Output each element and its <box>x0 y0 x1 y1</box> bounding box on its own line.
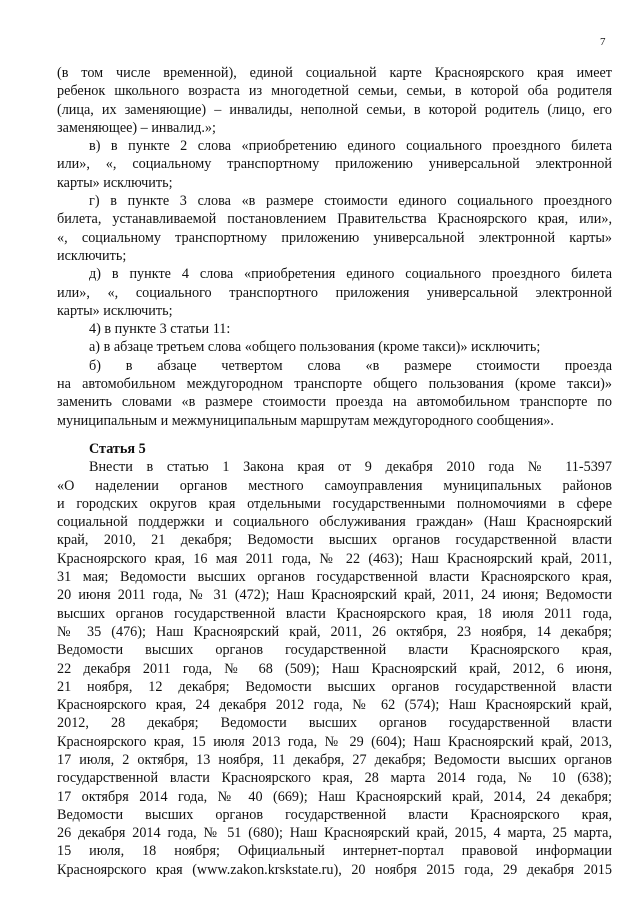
text-line: 17 июля, 2 октября, 13 ноября, 11 декабря, 27 декабря; Ведомости высших органов <box>57 751 612 768</box>
text-line: б) в абзаце четвертом слова «в размере стоимости проезда <box>89 357 612 374</box>
text-line: 17 октября 2014 года, № 40 (669); Наш Красноярский край, 2014, 24 декабря; <box>57 788 612 805</box>
text-line: Ведомости высших органов государственной власти Красноярского края, <box>57 642 612 659</box>
text-line: «О наделении органов местного самоуправления муниципальных районов <box>57 477 612 494</box>
text-line: 22 декабря 2011 года, № 68 (509); Наш Красноярский край, 2012, 6 июня, <box>57 660 612 677</box>
text-line: карты» исключить; <box>57 302 173 319</box>
text-line: заменить словами «в размере стоимости проезда на автомобильном транспорте по <box>57 394 612 411</box>
text-line: № 35 (476); Наш Красноярский край, 2011, 26 октября, 23 ноября, 14 декабря; <box>57 623 612 640</box>
text-line: на автомобильном междугородном транспорте общего пользования (кроме такси)» <box>57 376 612 393</box>
text-line: Красноярского края, 16 мая 2011 года, № 22 (463); Наш Красноярский край, 2011, <box>57 550 612 567</box>
text-line: билета, устанавливаемой постановлением Правительства Красноярского края, или», <box>57 211 612 228</box>
text-line: 20 июня 2011 года, № 31 (472); Наш Красноярский край, 2011, 24 июня; Ведомости <box>57 587 612 604</box>
text-line: 26 декабря 2014 года, № 51 (680); Наш Красноярский край, 2015, 4 марта, 25 марта, <box>57 825 612 842</box>
text-line: Внести в статью 1 Закона края от 9 декабря 2010 года № 11-5397 <box>89 459 612 476</box>
text-line: Красноярского края (www.zakon.krskstate.ru), 20 ноября 2015 года, 29 декабря 2015 <box>57 861 612 878</box>
text-line: социальной поддержки и социального обслуживания граждан» (Наш Красноярский <box>57 514 612 531</box>
text-line: 4) в пункте 3 статьи 11: <box>89 321 231 338</box>
text-line: (в том числе временной), единой социальной карте Красноярского края имеет <box>57 65 612 81</box>
text-line: государственной власти Красноярского края, 28 марта 2014 года, № 10 (638); <box>57 770 612 787</box>
text-line: а) в абзаце третьем слова «общего пользования (кроме такси)» исключить; <box>89 339 541 356</box>
text-line: «, социальному транспортному приложению универсальной электронной карты» <box>57 229 612 246</box>
text-line: 2012, 28 декабря; Ведомости высших органов государственной власти <box>57 715 612 732</box>
text-line: 31 мая; Ведомости высших органов государственной власти Красноярского края, <box>57 569 612 586</box>
document-body <box>57 64 612 879</box>
text-line: 21 ноября, 12 декабря; Ведомости высших органов государственной власти <box>57 678 612 695</box>
text-line: г) в пункте 3 слова «в размере стоимости единого социального проездного <box>89 193 612 210</box>
text-line: заменяющее) – инвалид.»; <box>57 119 216 136</box>
section-heading: Статья 5 <box>89 440 146 457</box>
paragraph-gap <box>57 430 612 440</box>
text-line: ребенок школьного возраста из многодетной семьи, семьи, в которой оба родителя <box>57 83 612 100</box>
text-line: (лица, их заменяющие) – инвалиды, неполной семьи, в которой родитель (лицо, его <box>57 101 612 118</box>
text-line: муниципальным и межмуниципальным маршрутам междугородного сообщения». <box>57 412 554 429</box>
text-line: высших органов государственной власти Красноярского края, 18 июля 2011 года, <box>57 605 612 622</box>
text-line: Красноярского края, 24 декабря 2012 года, № 62 (574); Наш Красноярский край, <box>57 697 612 714</box>
text-line: исключить; <box>57 247 127 264</box>
text-line: или», «, социального транспортного приложения универсальной электронной <box>57 284 612 301</box>
text-line: в) в пункте 2 слова «приобретению единого социального проездного билета <box>89 138 612 155</box>
text-line: край, 2010, 21 декабря; Ведомости высших органов государственной власти <box>57 532 612 549</box>
text-line: д) в пункте 4 слова «приобретения единого социального проездного билета <box>89 266 612 283</box>
text-line: и городских округов края отдельными государственными полномочиями в сфере <box>57 495 612 512</box>
text-line: или», «, социальному транспортному приложению универсальной электронной <box>57 156 612 173</box>
text-line: Ведомости высших органов государственной власти Красноярского края, <box>57 806 612 823</box>
text-line: 15 июля, 18 ноября; Официальный интернет-портал правовой информации <box>57 843 612 860</box>
text-line: Красноярского края, 15 июля 2013 года, № 29 (604); Наш Красноярский край, 2013, <box>57 733 612 750</box>
page-number: 7 <box>600 36 606 48</box>
text-line: карты» исключить; <box>57 174 173 191</box>
